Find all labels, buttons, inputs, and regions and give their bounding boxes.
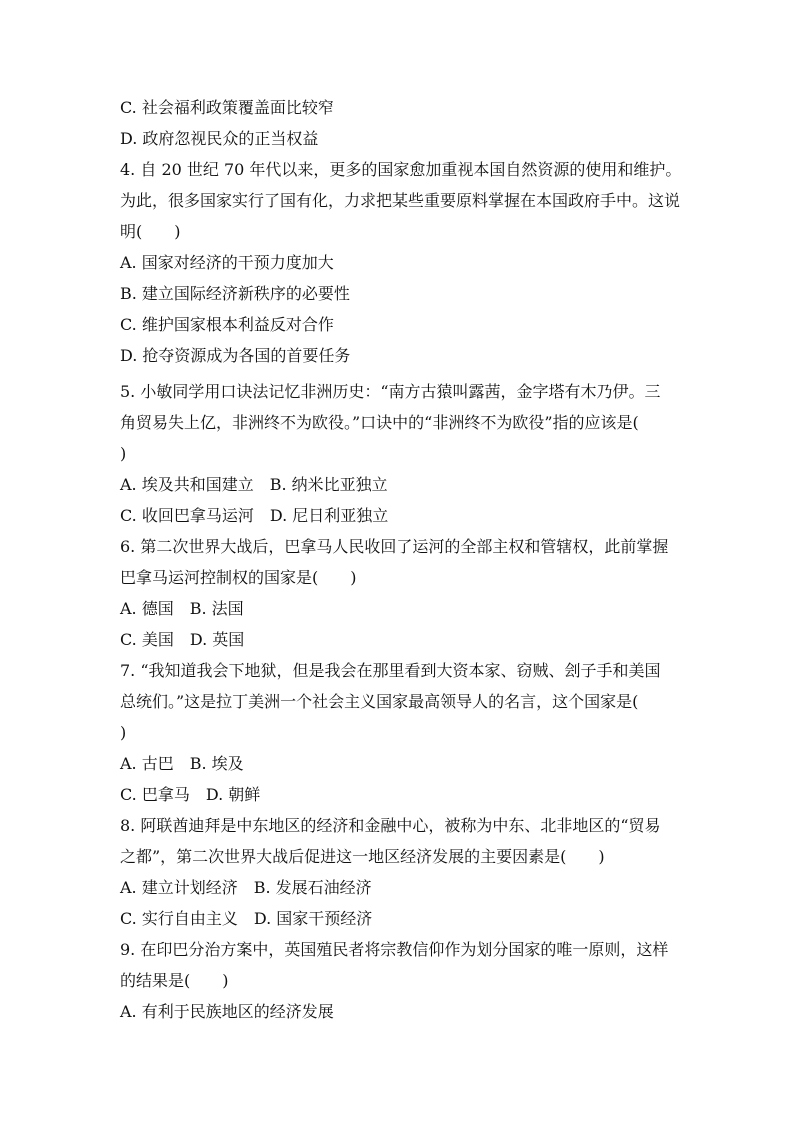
option-pair-ab: A. 古巴 B. 埃及 (120, 754, 244, 773)
page-content (120, 92, 682, 1027)
question-stem (120, 810, 676, 872)
stem-line: 的结果是( ) (120, 971, 229, 990)
stem-line: ) (120, 723, 127, 742)
stem-line: 之都”，第二次世界大战后促进这一地区经济发展的主要因素是( ) (120, 847, 605, 866)
question-6 (120, 531, 676, 655)
option-a: A. 国家对经济的干预力度加大 (120, 253, 334, 272)
stem-line: 5. 小敏同学用口诀法记忆非洲历史：“南方古猿叫露茜，金字塔有木乃伊。三 (120, 382, 661, 401)
option-c: C. 社会福利政策覆盖面比较窄 (120, 98, 334, 117)
stem-line: 总统们。”这是拉丁美洲一个社会主义国家最高领导人的名言，这个国家是( (120, 692, 639, 711)
stem-line: 巴拿马运河控制权的国家是( ) (120, 568, 357, 587)
question-8 (120, 810, 676, 934)
stem-line: ) (120, 444, 127, 463)
option-b: B. 建立国际经济新秩序的必要性 (120, 284, 350, 303)
stem-line: 4. 自 20 世纪 70 年代以来，更多的国家愈加重视本国自然资源的使用和维护。 (120, 160, 682, 179)
question-stem (120, 376, 676, 469)
stem-line: 明( ) (120, 222, 181, 241)
question-5 (120, 376, 676, 531)
option-a: A. 有利于民族地区的经济发展 (120, 1002, 334, 1021)
stem-line: 7. “我知道我会下地狱，但是我会在那里看到大资本家、窃贼、刽子手和美国 (120, 661, 661, 680)
option-pair-cd: C. 美国 D. 英国 (120, 630, 245, 649)
question-7 (120, 655, 676, 810)
question-stem (120, 934, 676, 996)
question-stem (120, 655, 676, 748)
question-stem (120, 531, 676, 593)
question-3-continuation (120, 92, 676, 154)
option-pair-ab: A. 埃及共和国建立 B. 纳米比亚独立 (120, 475, 388, 494)
option-d: D. 政府忽视民众的正当权益 (120, 129, 319, 148)
option-pair-cd: C. 实行自由主义 D. 国家干预经济 (120, 909, 373, 928)
question-9 (120, 934, 676, 1027)
option-pair-cd: C. 收回巴拿马运河 D. 尼日利亚独立 (120, 506, 389, 525)
option-pair-cd: C. 巴拿马 D. 朝鲜 (120, 785, 261, 804)
option-c: C. 维护国家根本利益反对合作 (120, 315, 334, 334)
option-d: D. 抢夺资源成为各国的首要任务 (120, 346, 351, 365)
stem-line: 6. 第二次世界大战后，巴拿马人民收回了运河的全部主权和管辖权，此前掌握 (120, 537, 669, 556)
stem-line: 8. 阿联酋迪拜是中东地区的经济和金融中心，被称为中东、北非地区的“贸易 (120, 816, 661, 835)
question-stem (120, 154, 682, 247)
stem-line: 角贸易失上亿，非洲终不为欧役。”口诀中的“非洲终不为欧役”指的应该是( (120, 413, 639, 432)
question-4 (120, 154, 682, 371)
option-pair-ab: A. 建立计划经济 B. 发展石油经济 (120, 878, 372, 897)
option-pair-ab: A. 德国 B. 法国 (120, 599, 244, 618)
stem-line: 为此，很多国家实行了国有化，力求把某些重要原料掌握在本国政府手中。这说 (120, 191, 681, 210)
stem-line: 9. 在印巴分治方案中，英国殖民者将宗教信仰作为划分国家的唯一原则，这样 (120, 940, 669, 959)
